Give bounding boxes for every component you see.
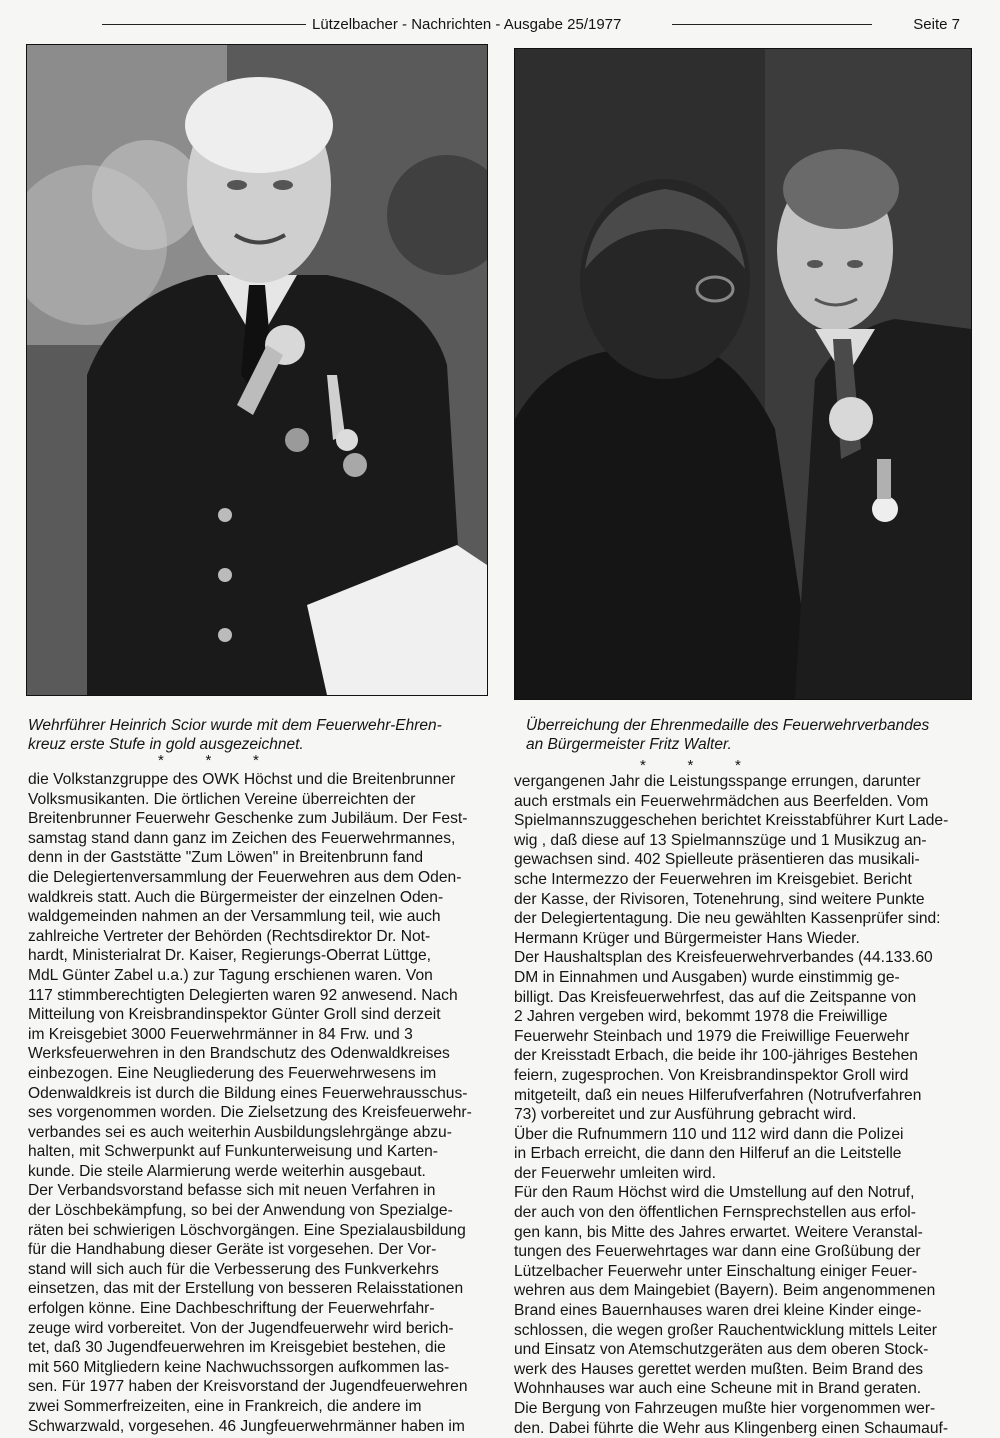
article-line: werk des Hauses gerettet werden mußten. Beim Brand des: [514, 1360, 924, 1378]
article-line: Schwarzwald, vorgesehen. 46 Jungfeuerwehrmänner haben im: [28, 1417, 465, 1435]
article-line: Über die Rufnummern 110 und 112 wird dann die Polizei: [514, 1125, 904, 1143]
article-line: auch erstmals ein Feuerwehrmädchen aus Beerfelden. Vom: [514, 792, 929, 810]
article-line: Odenwaldkreis ist durch die Bildung eines Feuerwehrausschus-: [28, 1084, 468, 1102]
article-line: halten, mit Schwerpunkt auf Funkunterweisung und Karten-: [28, 1143, 438, 1161]
section-separator-right: * * *: [640, 757, 741, 774]
article-line: und Einsatz von Atemschutzgeräten aus dem oberen Stock-: [514, 1341, 929, 1359]
article-line: der Kreisstadt Erbach, die beide ihr 100-jähriges Bestehen: [514, 1047, 918, 1065]
article-line: Brand eines Bauernhauses waren drei kleine Kinder einge-: [514, 1302, 922, 1320]
article-line: der Delegiertentagung. Die neu gewählten Kassenprüfer sind:: [514, 910, 941, 928]
article-line: mit 560 Mitgliedern keine Nachwuchssorgen aufkommen las-: [28, 1358, 450, 1376]
article-line: die Volkstanzgruppe des OWK Höchst und die Breitenbrunner: [28, 771, 456, 788]
caption-left-line: Wehrführer Heinrich Scior wurde mit dem Feuerwehr-Ehren-: [28, 717, 442, 734]
article-line: einbezogen. Eine Neugliederung des Feuerwehrwesens im: [28, 1064, 437, 1082]
article-line: einsetzen, das mit der Erstellung von besseren Relaisstationen: [28, 1280, 464, 1298]
article-line: ses vorgenommen worden. Die Zielsetzung des Kreisfeuerwehr-: [28, 1104, 472, 1122]
article-line: stand will sich auch für die Verbesserung des Funkverkehrs: [28, 1260, 439, 1278]
article-line: der auch von den öffentlichen Fernsprechstellen aus erfol-: [514, 1204, 916, 1222]
caption-right-line: Überreichung der Ehrenmedaille des Feuerwehrverbandes: [526, 717, 930, 734]
article-line: Lützelbacher Feuerwehr unter Einschaltung einiger Feuer-: [514, 1262, 918, 1280]
article-line: zwei Sommerfreizeiten, eine in Frankreich, die andere im: [28, 1398, 422, 1415]
article-line: DM in Einnahmen und Ausgaben) wurde einstimmig ge-: [514, 968, 900, 986]
article-line: Feuerwehr Steinbach und 1979 die Freiwillige Feuerwehr: [514, 1027, 910, 1045]
article-line: Breitenbrunner Feuerwehr Geschenke zum Jubiläum. Der Fest-: [28, 810, 468, 828]
article-line: sen. Für 1977 haben der Kreisvorstand der Jugendfeuerwehren: [28, 1378, 468, 1396]
page-number: Seite 7: [913, 16, 960, 33]
article-line: Werksfeuerwehren in den Brandschutz des Odenwaldkreises: [28, 1045, 450, 1063]
article-line: zeuge wird vorbereitet. Von der Jugendfeuerwehr wird berich-: [28, 1319, 454, 1337]
article-line: wehren aus dem Maingebiet (Bayern). Beim angenommenen: [514, 1282, 936, 1300]
article-line: 2 Jahren vergeben wird, bekommt 1978 die Freiwillige: [514, 1008, 888, 1026]
article-line: hardt, Ministerialrat Dr. Kaiser, Regierungs-Oberrat Lüttge,: [28, 947, 432, 965]
article-line: der Löschbekämpfung, so bei der Anwendung von Spezialge-: [28, 1202, 453, 1220]
article-column-left: [28, 770, 498, 1436]
article-line: sche Intermezzo der Feuerwehren im Kreisgebiet. Bericht: [514, 870, 912, 888]
article-line: erfolgen könne. Eine Dachbeschriftung der Feuerwehrfahr-: [28, 1300, 435, 1318]
article-line: tungen des Feuerwehrtages war dann eine Großübung der: [514, 1243, 921, 1261]
article-line: in Erbach erreicht, die dann den Hilferuf an die Leitstelle: [514, 1145, 902, 1163]
article-line: billigt. Das Kreisfeuerwehrfest, das auf die Zeitspanne von: [514, 988, 917, 1006]
article-line: mitgeteilt, daß ein neues Hilferufverfahren (Notrufverfahren: [514, 1086, 922, 1104]
article-line: Wohnhauses war auch eine Scheune mit in Brand geraten.: [514, 1380, 922, 1398]
article-line: feiern, zugesprochen. Von Kreisbrandinspektor Groll wird: [514, 1066, 909, 1084]
section-separator-left: * * *: [158, 752, 259, 769]
article-line: Mitteilung von Kreisbrandinspektor Günter Groll sind derzeit: [28, 1006, 441, 1024]
article-line: Hermann Krüger und Bürgermeister Hans Wieder.: [514, 929, 860, 947]
article-line: Spielmannszuggeschehen berichtet Kreisstabführer Kurt Lade-: [514, 812, 949, 830]
article-line: verbandes sei es auch weiterhin Ausbildungslehrgänge abzu-: [28, 1123, 452, 1141]
article-line: Die Bergung von Fahrzeugen mußte hier vorgenommen wer-: [514, 1400, 936, 1417]
photo-left-drawing: [27, 45, 487, 695]
article-line: Volksmusikanten. Die örtlichen Vereine überreichten der: [28, 790, 416, 808]
article-line: der Kasse, der Rivisoren, Totenehrung, sind weitere Punkte: [514, 890, 925, 908]
photo-heinrich-scior: [26, 44, 488, 696]
caption-left-line: kreuz erste Stufe in gold ausgezeichnet.: [28, 736, 304, 753]
article-line: die Delegiertenversammlung der Feuerwehren aus dem Oden-: [28, 868, 462, 886]
article-line: den. Dabei führte die Wehr aus Klingenberg einen Schaumauf-: [514, 1419, 949, 1437]
article-line: der Feuerwehr umleiten wird.: [514, 1164, 716, 1182]
article-line: vergangenen Jahr die Leistungsspange errungen, darunter: [514, 773, 921, 790]
article-line: gen kann, bis Mitte des Jahres erwartet. Weitere Veranstal-: [514, 1223, 923, 1241]
article-line: räten bei schwierigen Löschvorgängen. Eine Spezialausbildung: [28, 1221, 466, 1239]
article-line: 117 stimmberechtigten Delegierten waren 92 anwesend. Nach: [28, 986, 458, 1004]
article-line: Der Haushaltsplan des Kreisfeuerwehrverbandes (44.133.60: [514, 949, 933, 967]
newsletter-title: Lützelbacher - Nachrichten - Ausgabe 25/1977: [312, 16, 622, 33]
photo-ehrenmedaille: [514, 48, 972, 700]
article-line: zahlreiche Vertreter der Behörden (Rechtsdirektor Dr. Not-: [28, 927, 431, 945]
header-rule-left: [102, 24, 306, 25]
page-header: [100, 14, 960, 36]
article-line: waldgemeinden nahmen an der Versammlung teil, wie auch: [28, 908, 441, 926]
article-line: samstag stand dann ganz im Zeichen des Feuerwehrmannes,: [28, 829, 456, 847]
photo-right-drawing: [515, 49, 971, 699]
article-line: tet, daß 30 Jugendfeuerwehren im Kreisgebiet bestehen, die: [28, 1339, 446, 1357]
article-line: im Kreisgebiet 3000 Feuerwehrmänner in 84 Frw. und 3: [28, 1025, 413, 1043]
article-line: MdL Günter Zabel u.a.) zur Tagung erschienen waren. Von: [28, 966, 433, 984]
article-line: schlossen, die wegen großer Rauchentwicklung mittels Leiter: [514, 1321, 937, 1339]
article-line: kunde. Die steile Alarmierung werde weiterhin ausgebaut.: [28, 1162, 426, 1180]
caption-left: [28, 716, 498, 754]
caption-right-line: an Bürgermeister Fritz Walter.: [526, 736, 732, 753]
article-line: für die Handhabung dieser Geräte ist vorgesehen. Der Vor-: [28, 1241, 437, 1259]
article-line: 73) vorbereitet und zur Ausführung gebracht wird.: [514, 1106, 857, 1124]
article-line: wig , daß diese auf 13 Spielmannszüge und 1 Musikzug an-: [514, 831, 927, 849]
header-rule-right: [672, 24, 872, 25]
article-line: denn in der Gaststätte "Zum Löwen" in Breitenbrunn fand: [28, 849, 424, 867]
caption-right: [526, 716, 976, 754]
article-column-right: [514, 772, 984, 1438]
article-line: Der Verbandsvorstand befasse sich mit neuen Verfahren in: [28, 1182, 436, 1200]
article-line: Für den Raum Höchst wird die Umstellung auf den Notruf,: [514, 1184, 915, 1202]
article-line: gewachsen sind. 402 Spielleute präsentieren das musikali-: [514, 851, 920, 869]
article-line: waldkreis statt. Auch die Bürgermeister der einzelnen Oden-: [28, 888, 444, 906]
